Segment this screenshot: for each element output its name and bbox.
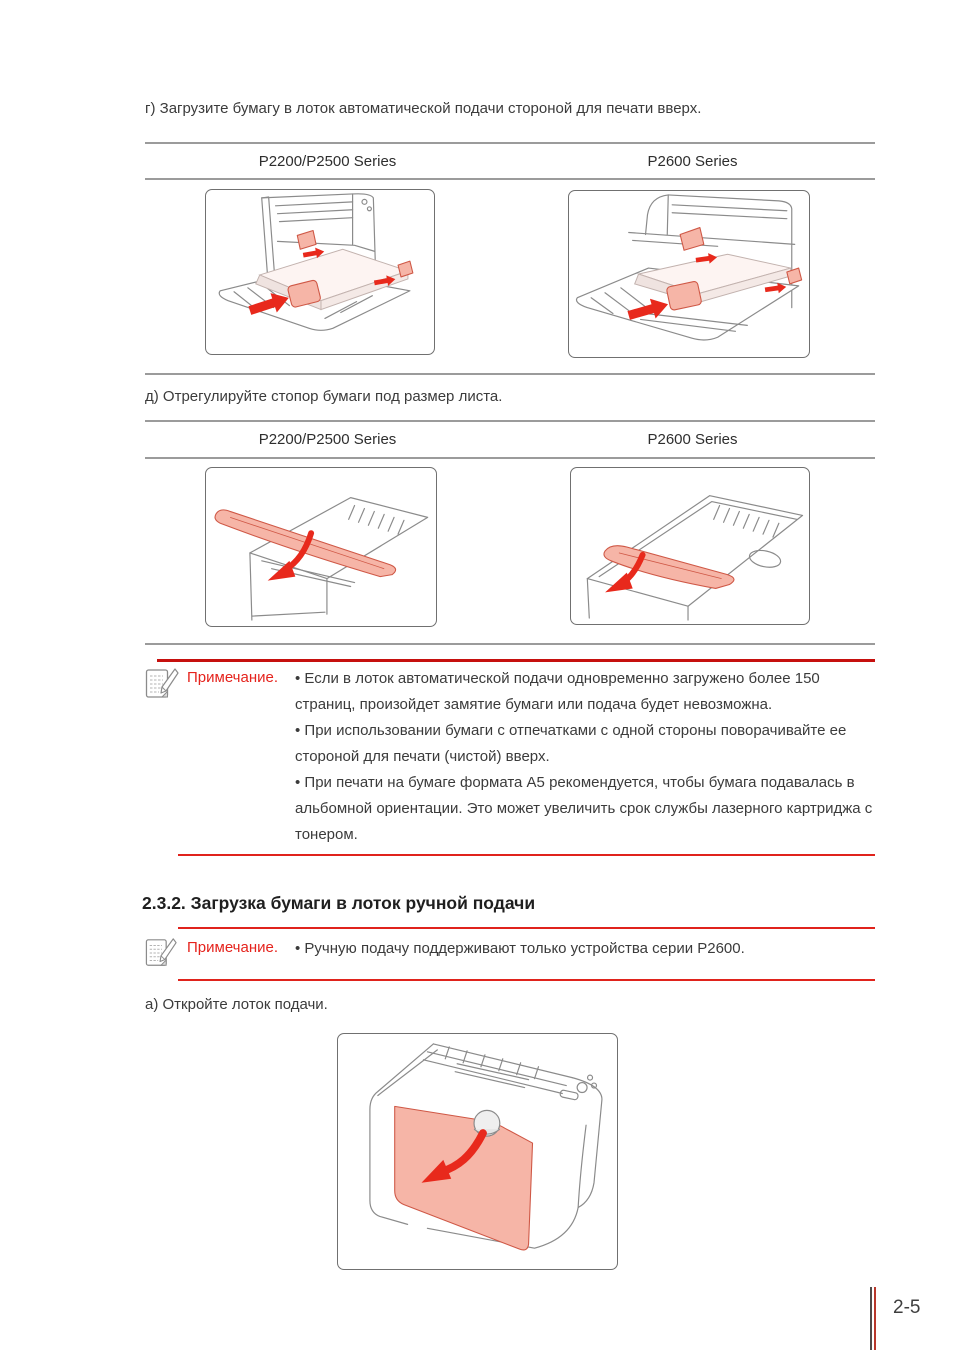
note-block-2 (145, 927, 875, 981)
footer-divider-red (874, 1287, 876, 1350)
step-d-text: д) Отрегулируйте стопор бумаги под размер листа. (145, 388, 503, 405)
printer-illustration-p2600-load-icon (569, 191, 809, 357)
table-rule (145, 643, 875, 645)
footer-divider-dark (870, 1287, 872, 1350)
figure-p2600-load-paper (568, 190, 810, 358)
figure-p2600-stopper (570, 467, 810, 625)
column-header-p2200: P2200/P2500 Series (258, 152, 397, 170)
auto-feed-table-body (145, 180, 875, 373)
note-bullet-list (295, 662, 873, 848)
note-bullet: • Если в лоток автоматической подачи одновременно загружено более 150 страниц, произойдет замятие бумаги или подача будет невозможна. (295, 670, 820, 713)
printer-illustration-p2600-stopper-icon (571, 468, 809, 624)
step-a-text: а) Откройте лоток подачи. (145, 996, 328, 1013)
printer-illustration-p2200-stopper-icon (206, 468, 436, 626)
printer-illustration-p2200-load-icon (206, 190, 434, 354)
step-g-text: г) Загрузите бумагу в лоток автоматической подачи стороной для печати вверх. (145, 100, 702, 117)
stopper-table-header (145, 422, 875, 457)
printer-illustration-manual-tray-icon (338, 1034, 617, 1269)
stopper-table-body (145, 459, 875, 643)
note-block-1 (145, 659, 875, 856)
auto-feed-table (145, 142, 875, 375)
table-rule (145, 373, 875, 375)
page-number: 2-5 (893, 1297, 921, 1318)
note-bullet-list (295, 932, 873, 962)
column-header-p2600: P2600 Series (647, 431, 738, 448)
column-header-p2200: P2200/P2500 Series (258, 431, 397, 448)
note-bullet: • При печати на бумаге формата А5 рекомендуется, чтобы бумага подавалась в альбомной ориентации. Это может увеличить срок службы лазерного картриджа с тонером. (295, 774, 873, 843)
note-label: Примечание. (187, 939, 278, 956)
figure-p2600-open-manual-tray (337, 1033, 618, 1270)
auto-feed-table-header (145, 144, 875, 178)
note-bottom-rule (178, 854, 875, 856)
note-bottom-rule (178, 979, 875, 981)
figure-p2200-load-paper (205, 189, 435, 355)
section-heading: 2.3.2. Загрузка бумаги в лоток ручной подачи (142, 893, 536, 913)
note-bullet: • При использовании бумаги с отпечатками с одной стороны поворачивайте ее стороной для печати (чистой) вверх. (295, 722, 847, 765)
note-pencil-icon (145, 662, 187, 706)
note-pencil-icon (145, 932, 187, 974)
note-label: Примечание. (187, 669, 278, 686)
column-header-p2600: P2600 Series (647, 152, 738, 170)
note-bullet: • Ручную подачу поддерживают только устройства серии P2600. (295, 940, 745, 957)
figure-p2200-stopper (205, 467, 437, 627)
stopper-table (145, 420, 875, 645)
